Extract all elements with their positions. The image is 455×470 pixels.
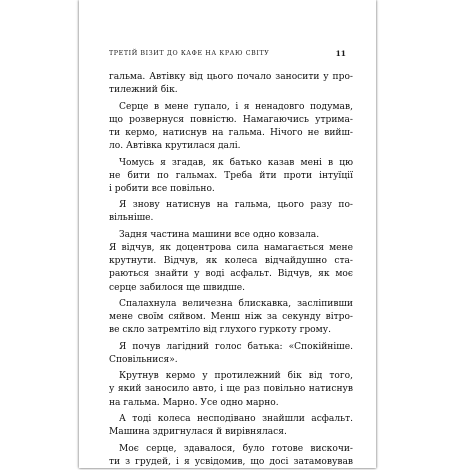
text-line: вільніше.	[109, 213, 154, 224]
paragraph	[109, 443, 353, 469]
text-line: гальма. Автівку від цього почало заносити у про-	[109, 72, 353, 82]
text-line: у який заносило авто, і ще раз повільно натиснув	[109, 384, 353, 395]
text-line: ло. Автівка крутилася далі.	[109, 141, 241, 152]
text-line: на гальма. Марно. Усе одно марно.	[109, 397, 279, 408]
paragraph	[109, 229, 353, 295]
paragraph	[109, 341, 353, 367]
body-text	[109, 71, 353, 469]
text-line: А тоді колеса несподівано знайшли асфальт.	[119, 414, 353, 424]
text-line: Задня частина машини все одно ковзала.	[119, 229, 320, 240]
text-line: Моє серце, здавалося, було готове вискочи-	[119, 443, 353, 454]
text-line: Серце в мене гупало, і я ненадовго подумав,	[119, 101, 353, 112]
page-number: 11	[335, 49, 346, 58]
paragraph	[109, 298, 353, 338]
text-line: тилежний бік.	[109, 85, 178, 96]
running-title: ТРЕТІЙ ВІЗИТ ДО КАФЕ НА КРАЮ СВІТУ	[109, 50, 270, 57]
text-line: Я відчув, як доцентрова сила намагається мене	[109, 243, 353, 253]
text-line: серце забилося ще швидше.	[109, 282, 245, 293]
text-line: мене своїм сяйвом. Менш ніж за секунду вітро-	[109, 312, 353, 323]
text-line: ве скло затремтіло від глухого гуркоту грому.	[109, 325, 331, 336]
running-header	[109, 50, 346, 64]
paragraph	[109, 157, 353, 197]
book-page	[79, 0, 376, 468]
text-line: ти з грудей, і я усвідомив, що досі затамовував	[109, 456, 353, 467]
text-line: і робити все повільно.	[109, 183, 215, 194]
paragraph	[109, 101, 353, 154]
text-line: крутнути. Відчув, як колеса відчайдушно ста-	[109, 256, 353, 267]
text-line: раються знайти у воді асфальт. Відчув, як моє	[109, 269, 353, 280]
text-line: ти кермо, натиснув на гальма. Нічого не вийш-	[109, 127, 353, 138]
paragraph	[109, 370, 353, 410]
paragraph	[109, 199, 353, 225]
text-line: Машина здригнулася й вирівнялася.	[109, 427, 287, 438]
text-line: Я почув лагідний голос батька: «Спокійніше.	[119, 341, 353, 352]
text-line: Сповільнися».	[109, 354, 178, 365]
text-line: Чомусь я згадав, як батько казав мені в цю	[119, 157, 353, 168]
paragraph	[109, 413, 353, 439]
text-line: Я знову натиснув на гальма, цього разу по-	[119, 200, 353, 211]
paragraph	[109, 71, 353, 97]
text-line: Крутнув кермо у протилежний бік від того,	[119, 371, 353, 382]
text-line: Спалахнула величезна блискавка, засліпивши	[119, 298, 353, 309]
text-line: не бити по гальмах. Треба йти проти інтуїції	[109, 170, 353, 181]
text-line: що розвернуся повністю. Намагаючись утрима-	[109, 114, 353, 125]
